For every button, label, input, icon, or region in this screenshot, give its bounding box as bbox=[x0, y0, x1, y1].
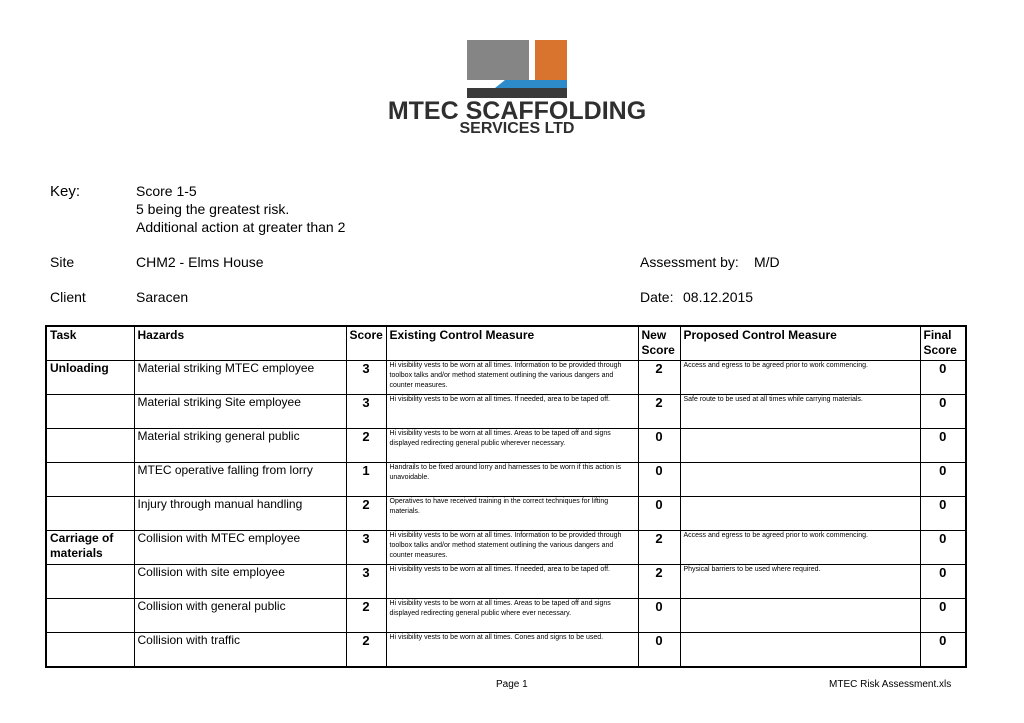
task-cell bbox=[46, 633, 134, 668]
key-line-1: Score 1-5 bbox=[136, 183, 197, 199]
score-cell: 3 bbox=[346, 531, 386, 565]
hazard-cell: Material striking general public bbox=[134, 429, 346, 463]
date-value: 08.12.2015 bbox=[683, 289, 754, 305]
final-score-cell: 0 bbox=[920, 497, 966, 531]
final-score-cell: 0 bbox=[920, 429, 966, 463]
score-cell: 2 bbox=[346, 633, 386, 668]
existing-control-cell: Hi visibility vests to be worn at all times. Information to be provided through toolbox talks and/or method statement outlining the various dangers and counter measures. bbox=[386, 361, 638, 395]
final-score-cell: 0 bbox=[920, 531, 966, 565]
existing-control-cell: Hi visibility vests to be worn at all times. Areas to be taped off and signs displayed redirecting general public where ever necessary. bbox=[386, 599, 638, 633]
existing-control-cell: Hi visibility vests to be worn at all times. Areas to be taped off and signs displayed redirecting general public wherever necessary. bbox=[386, 429, 638, 463]
new-score-cell: 0 bbox=[638, 429, 680, 463]
header-new-score: New Score bbox=[638, 326, 680, 361]
header-task: Task bbox=[46, 326, 134, 361]
header-score: Score bbox=[346, 326, 386, 361]
score-cell: 3 bbox=[346, 565, 386, 599]
table-row bbox=[46, 531, 966, 565]
key-line-2: 5 being the greatest risk. bbox=[136, 201, 290, 217]
proposed-control-cell: Access and egress to be agreed prior to work commencing. bbox=[680, 531, 920, 565]
hazard-cell: Collision with MTEC employee bbox=[134, 531, 346, 565]
logo-orange-block bbox=[535, 40, 567, 80]
company-name-line1: MTEC SCAFFOLDING bbox=[387, 97, 647, 125]
task-cell bbox=[46, 497, 134, 531]
footer-filename: MTEC Risk Assessment.xls bbox=[829, 679, 952, 690]
existing-control-cell: Hi visibility vests to be worn at all times. If needed, area to be taped off. bbox=[386, 395, 638, 429]
task-cell: Carriage of materials bbox=[46, 531, 134, 565]
final-score-cell: 0 bbox=[920, 361, 966, 395]
new-score-cell: 2 bbox=[638, 531, 680, 565]
table-row bbox=[46, 361, 966, 395]
new-score-cell: 2 bbox=[638, 565, 680, 599]
existing-control-cell: Handrails to be fixed around lorry and harnesses to be worn if this action is unavoidable. bbox=[386, 463, 638, 497]
site-label: Site bbox=[50, 254, 75, 270]
risk-assessment-table bbox=[45, 325, 967, 668]
header-hazards: Hazards bbox=[134, 326, 346, 361]
task-cell bbox=[46, 429, 134, 463]
table-row bbox=[46, 565, 966, 599]
task-cell bbox=[46, 599, 134, 633]
key-line-3: Additional action at greater than 2 bbox=[136, 219, 346, 235]
proposed-control-cell bbox=[680, 497, 920, 531]
final-score-cell: 0 bbox=[920, 633, 966, 668]
proposed-control-cell: Safe route to be used at all times while carrying materials. bbox=[680, 395, 920, 429]
proposed-control-cell bbox=[680, 633, 920, 668]
existing-control-cell: Operatives to have received training in the correct techniques for lifting materials. bbox=[386, 497, 638, 531]
table-row bbox=[46, 395, 966, 429]
hazard-cell: Collision with site employee bbox=[134, 565, 346, 599]
table-header-row bbox=[46, 326, 966, 361]
client-label: Client bbox=[50, 289, 86, 305]
score-cell: 3 bbox=[346, 395, 386, 429]
hazard-cell: Collision with traffic bbox=[134, 633, 346, 668]
existing-control-cell: Hi visibility vests to be worn at all times. Information to be provided through toolbox talks and/or method statement outlining the various dangers and counter measures. bbox=[386, 531, 638, 565]
final-score-cell: 0 bbox=[920, 599, 966, 633]
task-cell bbox=[46, 463, 134, 497]
header-existing-control: Existing Control Measure bbox=[386, 326, 638, 361]
hazard-cell: Collision with general public bbox=[134, 599, 346, 633]
assessment-label: Assessment by: bbox=[640, 254, 739, 270]
table-row bbox=[46, 633, 966, 668]
site-value: CHM2 - Elms House bbox=[136, 254, 264, 270]
proposed-control-cell: Physical barriers to be used where required. bbox=[680, 565, 920, 599]
hazard-cell: Injury through manual handling bbox=[134, 497, 346, 531]
date-label: Date: bbox=[640, 289, 674, 305]
hazard-cell: Material striking Site employee bbox=[134, 395, 346, 429]
proposed-control-cell bbox=[680, 463, 920, 497]
table-row bbox=[46, 497, 966, 531]
header-proposed-control: Proposed Control Measure bbox=[680, 326, 920, 361]
final-score-cell: 0 bbox=[920, 395, 966, 429]
key-label: Key: bbox=[50, 183, 81, 200]
new-score-cell: 2 bbox=[638, 395, 680, 429]
new-score-cell: 0 bbox=[638, 633, 680, 668]
company-name-line2: SERVICES LTD bbox=[459, 120, 575, 135]
hazard-cell: Material striking MTEC employee bbox=[134, 361, 346, 395]
hazard-cell: MTEC operative falling from lorry bbox=[134, 463, 346, 497]
page-number: Page 1 bbox=[496, 679, 528, 690]
task-cell bbox=[46, 395, 134, 429]
proposed-control-cell: Access and egress to be agreed prior to work commencing. bbox=[680, 361, 920, 395]
final-score-cell: 0 bbox=[920, 565, 966, 599]
proposed-control-cell bbox=[680, 429, 920, 463]
task-cell bbox=[46, 565, 134, 599]
score-cell: 1 bbox=[346, 463, 386, 497]
task-cell: Unloading bbox=[46, 361, 134, 395]
company-logo bbox=[345, 40, 690, 135]
table-row bbox=[46, 463, 966, 497]
new-score-cell: 2 bbox=[638, 361, 680, 395]
score-cell: 2 bbox=[346, 599, 386, 633]
score-cell: 3 bbox=[346, 361, 386, 395]
header-final-score: Final Score bbox=[920, 326, 966, 361]
final-score-cell: 0 bbox=[920, 463, 966, 497]
logo-stripe bbox=[495, 80, 567, 88]
table-row bbox=[46, 429, 966, 463]
existing-control-cell: Hi visibility vests to be worn at all times. If needed, area to be taped off. bbox=[386, 565, 638, 599]
score-cell: 2 bbox=[346, 429, 386, 463]
client-value: Saracen bbox=[136, 289, 189, 305]
assessment-value: M/D bbox=[754, 254, 780, 270]
new-score-cell: 0 bbox=[638, 497, 680, 531]
new-score-cell: 0 bbox=[638, 599, 680, 633]
logo-grey-block bbox=[467, 40, 529, 80]
existing-control-cell: Hi visibility vests to be worn at all times. Cones and signs to be used. bbox=[386, 633, 638, 668]
table-row bbox=[46, 599, 966, 633]
score-cell: 2 bbox=[346, 497, 386, 531]
new-score-cell: 0 bbox=[638, 463, 680, 497]
proposed-control-cell bbox=[680, 599, 920, 633]
